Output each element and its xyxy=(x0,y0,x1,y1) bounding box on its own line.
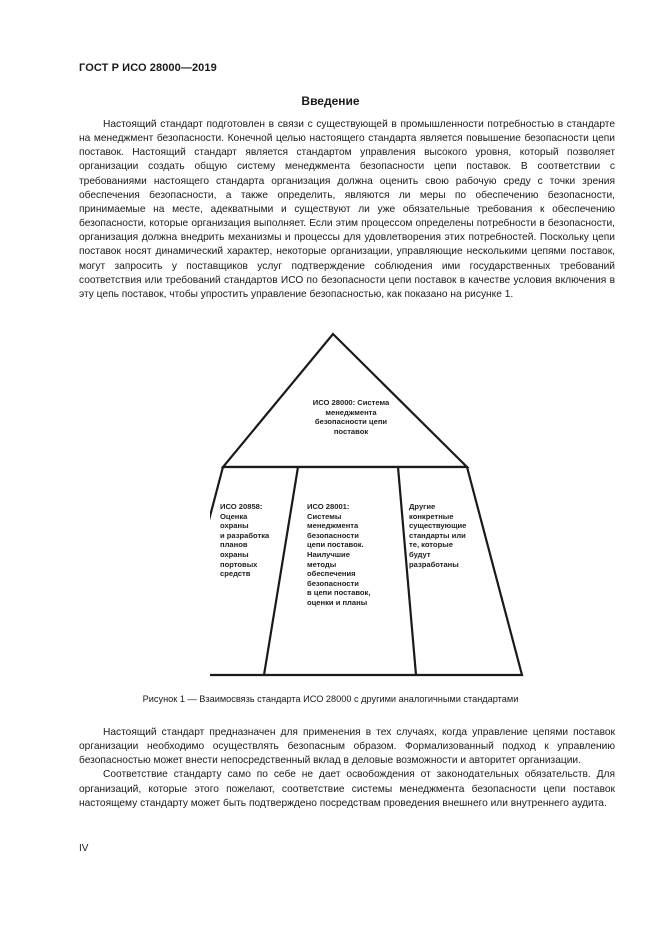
document-code: ГОСТ Р ИСО 28000—2019 xyxy=(79,62,217,74)
body-paragraph-1: Настоящий стандарт предназначен для применения в тех случаях, когда управление цепями поставок организации необходимо осуществлять безопасным образом. Формализованный подход к управлению безопасностью может внести непосредственный вклад в деловые возможности и авторитет организации. xyxy=(79,727,615,767)
intro-text xyxy=(79,118,615,302)
center-box-label: ИСО 28001: Системы менеджмента безопасности цепи поставок. Наилучшие методы обеспечения безопасности в цепи поставок, оценки и планы xyxy=(307,502,371,607)
body-paragraph-2: Соответствие стандарту само по себе не дает освобождения от законодательных обязательств. Для организаций, которые этого пожелают, соответствие системы менеджмента безопасности цепи поставок настоящему стандарту может быть подтверждено посредствам проведения внешнего или внутреннего аудита. xyxy=(79,769,615,809)
intro-paragraph: Настоящий стандарт подготовлен в связи с существующей в промышленности потребностью в стандарте на менеджмент безопасности. Конечной целью настоящего стандарта является повышение безопасности цепи поставок. Настоящий стандарт является стандартом управления высокого уровня, который позволяет организации создать общую систему менеджмента безопасности цепи поставок. В соответствии с требованиями настоящего стандарта организация должна оценить свою рабочую среду с точки зрения обеспечения безопасности, а также определить, являются ли меры по обеспечению безопасности, принимаемые на месте, адекватными и существуют ли уже обязательные требования к обеспечению безопасности, которые организация выполняет. Если этим процессом определены потребности в безопасности, организация должна внедрить механизмы и процессы для удовлетворения этих потребностей. Поскольку цепи поставок носят динамический характер, некоторые организации, управляющие несколькими цепями поставок, могут запросить у поставщиков услуг подтверждение соблюдения ими государственных требований соответствия или требований стандартов ИСО по безопасности цепи поставок в качестве условия включения в эту цепь поставок, чтобы упростить управление безопасностью, как показано на рисунке 1. xyxy=(79,119,615,300)
page-number: IV xyxy=(79,843,89,854)
section-title: Введение xyxy=(301,94,360,108)
figure-caption: Рисунок 1 — Взаимосвязь стандарта ИСО 28000 с другими аналогичными стандартами xyxy=(142,694,519,704)
body-text xyxy=(79,726,615,811)
figure-pyramid xyxy=(210,332,530,682)
right-box-label: Другие конкретные существующие стандарты или те, которые будут разработаны xyxy=(409,502,467,569)
top-label: ИСО 28000: Система менеджмента безопасности цепи поставок xyxy=(312,398,390,436)
left-box-label: ИСО 20858: Оценка охраны и разработка планов охраны портовых средств xyxy=(220,502,270,579)
